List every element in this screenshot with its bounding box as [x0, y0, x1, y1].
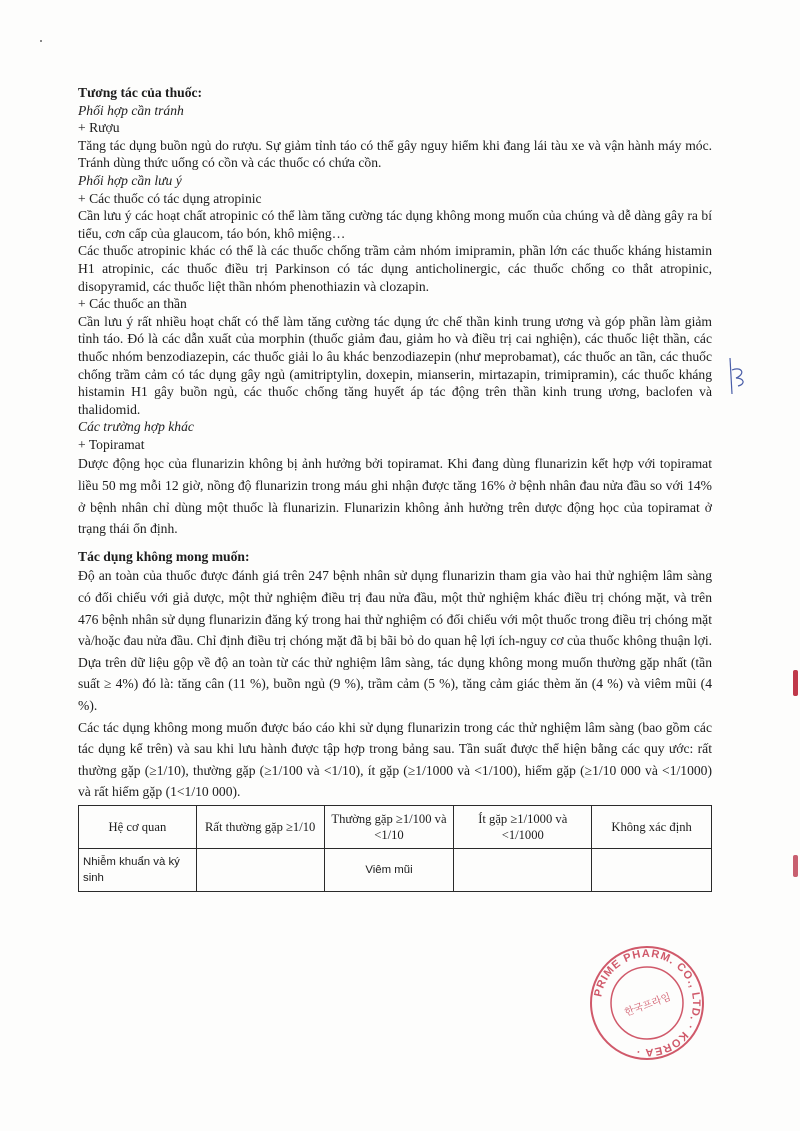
- header-unknown: Không xác định: [592, 805, 712, 848]
- table-cell: [454, 848, 592, 891]
- page-edge-mark: [793, 670, 798, 696]
- list-item-sedatives: + Các thuốc an thần: [78, 296, 187, 312]
- paragraph-atropinic-2: Các thuốc atropinic khác có thể là các thuốc chống trầm cảm nhóm imipramin, phần lớn các thuốc kháng histamin H1 atropinic, các thuốc điều trị Parkinson có tác dụng anticholinergic, các thuốc chống co thắt atropinic, disopyramid, các thuốc liệt thần nhóm phenothiazin và clozapin.: [78, 243, 712, 294]
- header-common: Thường gặp ≥1/100 và <1/10: [324, 805, 454, 848]
- paragraph-alcohol: Tăng tác dụng buồn ngủ do rượu. Sự giảm tỉnh táo có thể gây nguy hiểm khi đang lái tàu xe và vận hành máy móc. Tránh dùng thức uống có cồn và các thuốc có chứa cồn.: [78, 137, 712, 171]
- table-row: [79, 848, 712, 891]
- list-item-alcohol: + Rượu: [78, 120, 120, 136]
- paragraph-adverse-1: Độ an toàn của thuốc được đánh giá trên 247 bệnh nhân sử dụng flunarizin tham gia vào hai thử nghiệm lâm sàng có đối chiếu với giả dược, một thử nghiệm điều trị đau nửa đầu, một thử nghiệm khác điều trị chóng mặt, và trên 476 bệnh nhân sử dụng flunarizin đăng ký trong hai thử nghiệm có đối chiếu với một thuốc trong điều trị chóng mặt và/hoặc đau nửa đầu. Chỉ định điều trị chóng mặt đã bị bãi bỏ do quan hệ lợi ích-nguy cơ của thuốc không thuận lợi. Dựa trên dữ liệu gộp về độ an toàn từ các thử nghiệm lâm sàng, tác dụng không mong muốn thường gặp nhất (tần suất ≥ 4%) đó là: tăng cân (11 %), buồn ngủ (9 %), trầm cảm (5 %), tăng cảm giác thèm ăn (4 %) và viêm mũi (4 %).: [78, 568, 712, 713]
- paragraph-atropinic-1: Cần lưu ý các hoạt chất atropinic có thể làm tăng cường tác dụng không mong muốn của chúng và dễ dàng gây ra bí tiểu, cơn cấp của glaucom, táo bón, khô miệng…: [78, 208, 712, 241]
- document-page: [78, 84, 712, 892]
- adverse-effects-table: [78, 805, 712, 892]
- company-seal-stamp: [588, 944, 706, 1062]
- header-very-common: Rất thường gặp ≥1/10: [196, 805, 324, 848]
- page-edge-mark: [793, 855, 798, 877]
- scan-speck: [40, 40, 42, 42]
- list-item-topiramate: + Topiramat: [78, 436, 145, 452]
- table-cell: [592, 848, 712, 891]
- table-header-row: [79, 805, 712, 848]
- table-cell: [196, 848, 324, 891]
- paragraph-sedatives: Cần lưu ý rất nhiều hoạt chất có thể làm tăng cường tác dụng ức chế thần kinh trung ương và góp phần làm giảm tỉnh táo. Đó là các dẫn xuất của morphin (thuốc giảm đau, giảm ho và điều trị cai nghiện), các thuốc liệt thần, các thuốc nhóm benzodiazepin, các thuốc giải lo âu khác benzodiazepin (như meprobamat), các thuốc an tần, các thuốc chống trầm cảm có tác dụng gây ngủ (amitriptylin, doxepin, mianserin, mirtazapin, trimipramin), các thuốc kháng histamin H1 gây buồn ngủ, các thuốc chống tăng huyết áp tác động trên thần kinh trung ương, baclofen và thalidomid.: [78, 313, 712, 417]
- section-heading-adverse-effects: Tác dụng không mong muốn:: [78, 548, 250, 564]
- subheading-avoid: Phối hợp cần tránh: [78, 102, 184, 118]
- subheading-caution: Phối hợp cần lưu ý: [78, 172, 182, 188]
- handwritten-initials-mark: [724, 356, 750, 396]
- table-cell-organ: Nhiễm khuẩn và ký sinh: [79, 848, 197, 891]
- svg-text:PRIME PHARM. CO., LTD. · KOREA: PRIME PHARM. CO., LTD. · KOREA ·: [592, 947, 703, 1059]
- list-item-atropinic: + Các thuốc có tác dụng atropinic: [78, 190, 262, 206]
- header-uncommon: Ít gặp ≥1/1000 và <1/1000: [454, 805, 592, 848]
- svg-text:한국프라임: 한국프라임: [623, 991, 673, 1019]
- section-heading-drug-interactions: Tương tác của thuốc:: [78, 85, 203, 100]
- subheading-other-cases: Các trường hợp khác: [78, 419, 194, 435]
- table-cell: Viêm mũi: [324, 848, 454, 891]
- paragraph-adverse-2: Các tác dụng không mong muốn được báo cáo khi sử dụng flunarizin trong các thử nghiệm lâm sàng (bao gồm các tác dụng kể trên) và sau khi lưu hành được tập hợp trong bảng sau. Tần suất được thể hiện bằng các quy ước: rất thường gặp (≥1/10), thường gặp (≥1/100 và <1/10), ít gặp (≥1/1000 và <1/100), hiếm gặp (≥1/10 000 và <1/1000) và rất hiếm gặp (1<1/10 000).: [78, 719, 712, 800]
- paragraph-topiramate: Dược động học của flunarizin không bị ảnh hưởng bởi topiramat. Khi đang dùng flunarizin kết hợp với topiramat liều 50 mg mỗi 12 giờ, nồng độ flunarizin trong máu ghi nhận được tăng 16% ở bệnh nhân đau nửa đầu so với 14% ở bệnh nhân chỉ dùng một thuốc là flunarizin. Flunarizin không ảnh hưởng trên dược động học của topiramat ở trạng thái ổn định.: [78, 456, 712, 537]
- header-organ-system: Hệ cơ quan: [79, 805, 197, 848]
